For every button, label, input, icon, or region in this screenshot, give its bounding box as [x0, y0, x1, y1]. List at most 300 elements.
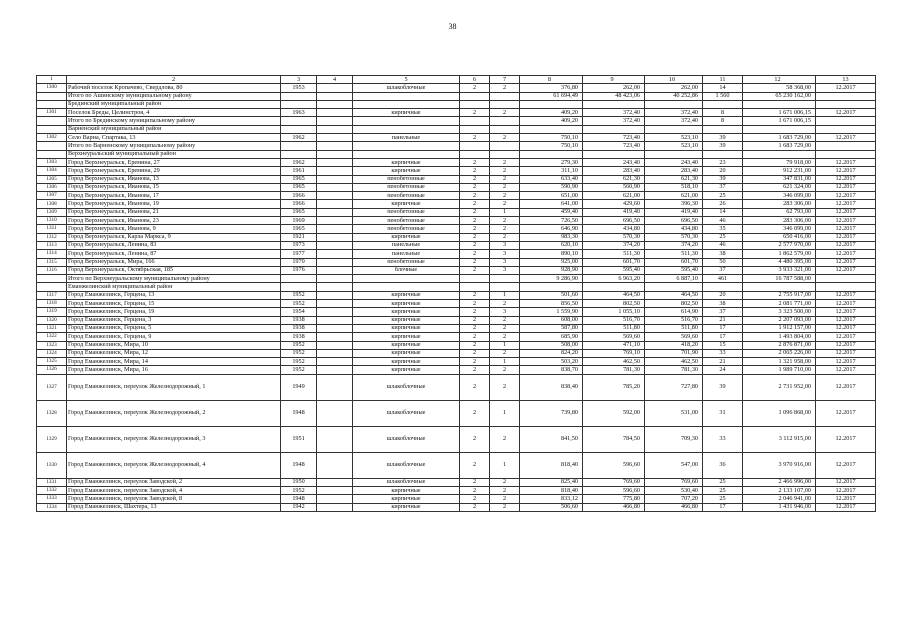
table-cell: 12.2017: [816, 495, 876, 503]
table-cell: 1311: [37, 225, 67, 233]
table-cell: 1330: [37, 452, 67, 478]
table-cell: Город Верхнеуральск, Мира, 166: [67, 258, 281, 266]
table-cell: 596,60: [583, 452, 645, 478]
table-cell: [317, 183, 353, 191]
table-cell: [37, 125, 67, 133]
table-cell: 3: [490, 241, 520, 249]
table-cell: 25: [703, 495, 743, 503]
table-cell: 283 306,00: [743, 217, 816, 225]
table-cell: [490, 100, 520, 108]
table-cell: [317, 324, 353, 332]
table-cell: 37: [703, 266, 743, 274]
table-cell: 2 081 771,00: [743, 300, 816, 308]
table-cell: 696,50: [583, 217, 645, 225]
table-cell: 2 876 871,00: [743, 341, 816, 349]
table-cell: 2: [490, 316, 520, 324]
summary-row: [37, 117, 876, 125]
table-cell: 1 559,90: [520, 308, 583, 316]
table-cell: 1303: [37, 158, 67, 166]
table-cell: 2: [460, 486, 490, 494]
table-cell: 48 423,06: [583, 92, 645, 100]
table-cell: [37, 142, 67, 150]
table-cell: Город Еманжелинск, Шахтера, 13: [67, 503, 281, 511]
table-cell: 781,30: [645, 366, 703, 374]
table-cell: 20: [703, 167, 743, 175]
table-cell: 511,30: [583, 250, 645, 258]
table-cell: 1327: [37, 374, 67, 400]
table-cell: шлакоблочные: [353, 84, 460, 92]
table-cell: 1305: [37, 175, 67, 183]
table-cell: [353, 92, 460, 100]
table-cell: Город Верхнеуральск, Еремина, 29: [67, 167, 281, 175]
housing-register-table: [36, 75, 876, 512]
table-cell: 1307: [37, 192, 67, 200]
table-cell: [645, 150, 703, 158]
table-cell: 739,80: [520, 400, 583, 426]
table-cell: 12.2017: [816, 478, 876, 486]
table-cell: шлакоблочные: [353, 374, 460, 400]
table-cell: [583, 125, 645, 133]
table-cell: пенобетонные: [353, 192, 460, 200]
table-cell: [281, 117, 317, 125]
table-cell: 1952: [281, 300, 317, 308]
table-cell: кирпичные: [353, 333, 460, 341]
table-cell: 12.2017: [816, 291, 876, 299]
table-cell: 2: [490, 333, 520, 341]
table-cell: 1952: [281, 358, 317, 366]
table-cell: [281, 275, 317, 283]
table-cell: 20: [703, 291, 743, 299]
table-cell: Город Еманжелинск, Герцена, 19: [67, 308, 281, 316]
table-cell: 856,50: [520, 300, 583, 308]
table-cell: 511,30: [645, 250, 703, 258]
table-row: [37, 300, 876, 308]
table-cell: 824,20: [520, 349, 583, 357]
table-cell: 723,40: [583, 142, 645, 150]
table-cell: 769,60: [645, 478, 703, 486]
table-cell: Город Верхнеуральск, Иванова, 17: [67, 192, 281, 200]
table-cell: 2: [460, 324, 490, 332]
table-row: [37, 316, 876, 324]
table-cell: 685,90: [520, 333, 583, 341]
table-cell: 12.2017: [816, 208, 876, 216]
column-number-cell: 13: [816, 76, 876, 84]
page-number: 38: [448, 22, 457, 31]
table-cell: 1323: [37, 341, 67, 349]
table-cell: кирпичные: [353, 495, 460, 503]
table-cell: 466,80: [583, 503, 645, 511]
table-cell: Город Еманжелинск, переулок Железнодорожный, 4: [67, 452, 281, 478]
table-cell: 1: [490, 341, 520, 349]
table-cell: 40 252,86: [645, 92, 703, 100]
table-cell: 1965: [281, 225, 317, 233]
table-cell: 26: [703, 200, 743, 208]
table-cell: 464,50: [645, 291, 703, 299]
table-cell: Город Еманжелинск, Герцена, 15: [67, 300, 281, 308]
table-cell: [490, 125, 520, 133]
table-cell: [317, 100, 353, 108]
table-cell: 459,40: [520, 208, 583, 216]
table-cell: [583, 100, 645, 108]
table-cell: 1 912 157,00: [743, 324, 816, 332]
table-cell: 2 731 952,00: [743, 374, 816, 400]
table-cell: 3 112 915,00: [743, 426, 816, 452]
table-cell: 1951: [281, 426, 317, 452]
table-cell: [703, 283, 743, 291]
table-cell: 1938: [281, 324, 317, 332]
table-cell: [317, 258, 353, 266]
table-cell: Итого по Варненскому муниципальному району: [67, 142, 281, 150]
table-cell: 1328: [37, 400, 67, 426]
table-cell: [490, 142, 520, 150]
table-cell: 61 694,49: [520, 92, 583, 100]
table-row: [37, 308, 876, 316]
table-cell: кирпичные: [353, 486, 460, 494]
table-cell: 3: [490, 266, 520, 274]
table-cell: 1317: [37, 291, 67, 299]
table-cell: 2: [490, 167, 520, 175]
table-cell: 2: [490, 183, 520, 191]
table-cell: [490, 92, 520, 100]
table-cell: 1952: [281, 486, 317, 494]
table-cell: [317, 167, 353, 175]
table-cell: [490, 117, 520, 125]
table-cell: 1969: [281, 217, 317, 225]
table-cell: 2: [460, 250, 490, 258]
table-cell: 16 787 588,00: [743, 275, 816, 283]
table-cell: 376,80: [520, 84, 583, 92]
table-cell: кирпичные: [353, 366, 460, 374]
summary-row: [37, 92, 876, 100]
table-cell: 396,30: [645, 200, 703, 208]
table-cell: пенобетонные: [353, 225, 460, 233]
table-cell: пенобетонные: [353, 175, 460, 183]
table-cell: 1308: [37, 200, 67, 208]
table-cell: [317, 158, 353, 166]
table-row: [37, 366, 876, 374]
table-cell: [317, 300, 353, 308]
table-cell: 2: [490, 134, 520, 142]
table-cell: 2: [490, 158, 520, 166]
table-cell: 2: [490, 486, 520, 494]
table-cell: 1: [490, 400, 520, 426]
table-cell: 1952: [281, 291, 317, 299]
column-number-cell: 3: [281, 76, 317, 84]
table-cell: [490, 275, 520, 283]
table-cell: 2: [460, 241, 490, 249]
table-cell: панельные: [353, 250, 460, 258]
column-number-cell: 10: [645, 76, 703, 84]
table-cell: [490, 283, 520, 291]
table-cell: 646,90: [520, 225, 583, 233]
column-number-cell: 11: [703, 76, 743, 84]
table-cell: 35: [703, 225, 743, 233]
table-cell: Город Верхнеуральск, Еремина, 27: [67, 158, 281, 166]
table-row: [37, 192, 876, 200]
table-cell: [281, 100, 317, 108]
table-cell: [317, 92, 353, 100]
table-cell: 727,80: [645, 374, 703, 400]
column-number-cell: 7: [490, 76, 520, 84]
table-cell: 516,70: [583, 316, 645, 324]
table-cell: [37, 117, 67, 125]
table-cell: [317, 495, 353, 503]
table-cell: [816, 117, 876, 125]
table-cell: 2 755 917,00: [743, 291, 816, 299]
table-cell: 418,20: [645, 341, 703, 349]
table-cell: [743, 150, 816, 158]
table-cell: 12.2017: [816, 374, 876, 400]
table-cell: 531,00: [645, 400, 703, 426]
table-cell: [37, 275, 67, 283]
table-cell: 1952: [281, 349, 317, 357]
table-cell: 2 577 970,00: [743, 241, 816, 249]
table-cell: [703, 150, 743, 158]
table-cell: [317, 192, 353, 200]
table-cell: 825,40: [520, 478, 583, 486]
table-row: [37, 333, 876, 341]
table-cell: 372,40: [583, 109, 645, 117]
table-cell: 501,60: [520, 291, 583, 299]
table-cell: 508,00: [520, 341, 583, 349]
column-number-cell: 4: [317, 76, 353, 84]
table-cell: Город Верхнеуральск, Карла Маркса, 9: [67, 233, 281, 241]
table-cell: 592,00: [583, 400, 645, 426]
table-cell: 347 831,00: [743, 175, 816, 183]
table-cell: 1 671 006,15: [743, 109, 816, 117]
table-cell: [743, 283, 816, 291]
table-cell: [317, 333, 353, 341]
table-cell: 2: [490, 225, 520, 233]
table-cell: 2: [460, 233, 490, 241]
table-cell: 283,40: [645, 167, 703, 175]
table-cell: 12.2017: [816, 316, 876, 324]
table-cell: 726,50: [520, 217, 583, 225]
table-row: [37, 167, 876, 175]
table-row: [37, 84, 876, 92]
table-cell: 471,10: [583, 341, 645, 349]
table-cell: кирпичные: [353, 308, 460, 316]
table-cell: 890,10: [520, 250, 583, 258]
column-number-header-row: [37, 76, 876, 84]
table-cell: 833,12: [520, 495, 583, 503]
table-cell: 2: [490, 349, 520, 357]
table-cell: шлакоблочные: [353, 426, 460, 452]
table-cell: 1 431 946,00: [743, 503, 816, 511]
table-cell: 462,50: [583, 358, 645, 366]
table-cell: Итого по Брединскому муниципальному району: [67, 117, 281, 125]
table-cell: 279,30: [520, 158, 583, 166]
table-cell: [37, 150, 67, 158]
table-cell: 4 480 395,00: [743, 258, 816, 266]
table-cell: [583, 150, 645, 158]
table-row: [37, 241, 876, 249]
table-cell: [37, 283, 67, 291]
table-cell: 511,80: [645, 324, 703, 332]
table-cell: 2: [490, 478, 520, 486]
table-cell: 1953: [281, 84, 317, 92]
table-cell: [520, 150, 583, 158]
table-cell: [317, 426, 353, 452]
table-cell: [281, 125, 317, 133]
table-cell: 372,40: [645, 109, 703, 117]
table-cell: 1316: [37, 266, 67, 274]
table-cell: 802,50: [645, 300, 703, 308]
table-cell: кирпичные: [353, 233, 460, 241]
table-cell: 1949: [281, 374, 317, 400]
table-cell: 2: [460, 183, 490, 191]
table-cell: 243,40: [583, 158, 645, 166]
table-cell: 1332: [37, 486, 67, 494]
district-header-row: [37, 125, 876, 133]
table-cell: 39: [703, 374, 743, 400]
table-cell: 775,80: [583, 495, 645, 503]
table-cell: Город Еманжелинск, Мира, 10: [67, 341, 281, 349]
table-cell: 21: [703, 358, 743, 366]
table-cell: Село Варна, Спартака, 13: [67, 134, 281, 142]
table-cell: 2: [490, 324, 520, 332]
table-cell: 1314: [37, 250, 67, 258]
table-row: [37, 503, 876, 511]
table-row: [37, 109, 876, 117]
column-number-cell: 12: [743, 76, 816, 84]
table-cell: 262,00: [583, 84, 645, 92]
table-cell: панельные: [353, 134, 460, 142]
table-cell: 12.2017: [816, 503, 876, 511]
table-cell: [317, 84, 353, 92]
table-cell: 1306: [37, 183, 67, 191]
table-cell: 346 099,00: [743, 192, 816, 200]
table-cell: 1 560: [703, 92, 743, 100]
table-cell: [317, 316, 353, 324]
table-cell: 1: [490, 358, 520, 366]
table-cell: [743, 125, 816, 133]
table-cell: 511,80: [583, 324, 645, 332]
table-cell: 621 324,00: [743, 183, 816, 191]
table-cell: [317, 233, 353, 241]
table-cell: Город Верхнеуральск, Октябрьская, 185: [67, 266, 281, 274]
table-cell: 608,00: [520, 316, 583, 324]
table-cell: пенобетонные: [353, 258, 460, 266]
table-cell: 1962: [281, 134, 317, 142]
district-header-row: [37, 283, 876, 291]
table-cell: [317, 241, 353, 249]
table-cell: Город Еманжелинск, Герцена, 9: [67, 333, 281, 341]
table-cell: 12.2017: [816, 400, 876, 426]
table-cell: 620,10: [520, 241, 583, 249]
table-cell: 696,50: [645, 217, 703, 225]
table-cell: блочные: [353, 266, 460, 274]
table-cell: [281, 150, 317, 158]
table-cell: [317, 358, 353, 366]
table-cell: 1: [490, 452, 520, 478]
table-cell: 12.2017: [816, 175, 876, 183]
table-cell: 464,50: [583, 291, 645, 299]
table-cell: 1942: [281, 503, 317, 511]
table-cell: 1304: [37, 167, 67, 175]
table-cell: [460, 142, 490, 150]
table-cell: 2 046 941,00: [743, 495, 816, 503]
table-cell: 1: [490, 208, 520, 216]
table-cell: 12.2017: [816, 84, 876, 92]
table-cell: 1331: [37, 478, 67, 486]
table-cell: 523,10: [645, 142, 703, 150]
table-cell: 523,10: [645, 134, 703, 142]
table-cell: шлакоблочные: [353, 400, 460, 426]
table-cell: [703, 125, 743, 133]
table-cell: 601,70: [583, 258, 645, 266]
table-cell: 311,10: [520, 167, 583, 175]
table-cell: 1 321 958,00: [743, 358, 816, 366]
table-cell: 37: [703, 183, 743, 191]
table-cell: 23: [703, 158, 743, 166]
table-cell: Город Верхнеуральск, Иванова, 15: [67, 183, 281, 191]
table-cell: 1 683 729,00: [743, 142, 816, 150]
table-cell: 701,90: [645, 349, 703, 357]
table-cell: [460, 150, 490, 158]
table-cell: [317, 400, 353, 426]
table-cell: кирпичные: [353, 158, 460, 166]
table-cell: 466,80: [645, 503, 703, 511]
district-header-row: [37, 150, 876, 158]
table-cell: [460, 125, 490, 133]
table-cell: [317, 341, 353, 349]
table-cell: 3: [490, 250, 520, 258]
table-cell: 2: [460, 225, 490, 233]
table-cell: 1966: [281, 200, 317, 208]
table-cell: [317, 349, 353, 357]
table-cell: [317, 366, 353, 374]
table-cell: 1 055,10: [583, 308, 645, 316]
table-cell: [353, 142, 460, 150]
table-cell: [317, 208, 353, 216]
table-cell: Итого по Верхнеуральскому муниципальному району: [67, 275, 281, 283]
table-cell: 2: [460, 316, 490, 324]
table-cell: [353, 100, 460, 108]
table-cell: 12.2017: [816, 233, 876, 241]
table-cell: 14: [703, 208, 743, 216]
table-cell: [317, 150, 353, 158]
table-cell: Город Еманжелинск, Герцена, 3: [67, 316, 281, 324]
table-cell: 1948: [281, 400, 317, 426]
table-cell: 621,00: [645, 192, 703, 200]
table-cell: 1322: [37, 333, 67, 341]
table-cell: кирпичные: [353, 349, 460, 357]
table-cell: 2 207 093,00: [743, 316, 816, 324]
table-cell: 1973: [281, 241, 317, 249]
table-cell: 2: [460, 192, 490, 200]
table-cell: [317, 117, 353, 125]
table-cell: Еманжелинский муниципальный район: [67, 283, 281, 291]
table-row: [37, 134, 876, 142]
table-cell: 2: [460, 341, 490, 349]
table-cell: [460, 92, 490, 100]
table-cell: 1 493 804,00: [743, 333, 816, 341]
table-cell: 1326: [37, 366, 67, 374]
table-cell: 784,50: [583, 426, 645, 452]
table-cell: кирпичные: [353, 291, 460, 299]
table-cell: [281, 92, 317, 100]
table-cell: 12.2017: [816, 333, 876, 341]
table-cell: 15: [703, 341, 743, 349]
column-number-cell: 6: [460, 76, 490, 84]
table-cell: 590,90: [520, 183, 583, 191]
table-row: [37, 175, 876, 183]
table-cell: 2: [460, 495, 490, 503]
table-cell: 560,90: [583, 183, 645, 191]
table-cell: 641,00: [520, 200, 583, 208]
table-cell: [353, 125, 460, 133]
